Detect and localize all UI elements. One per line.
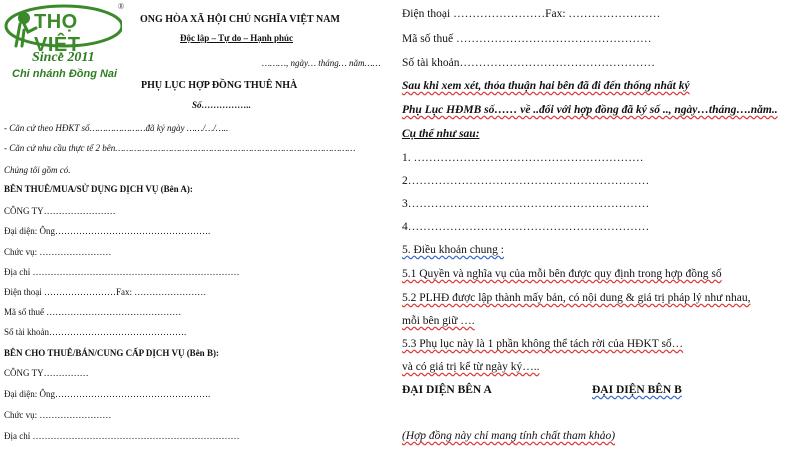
agreement-line-2	[402, 104, 778, 116]
signature-party-a: ĐẠI DIỆN BÊN A	[402, 384, 492, 396]
party-a-tax-code: Mã số thuế ………………………………………	[4, 307, 182, 317]
item-2: 2………………………………………………………	[402, 175, 650, 187]
date-line: ………, ngày… tháng… năm……	[262, 58, 381, 68]
term-5-3-line-1-text: 5.3 Phụ lục này là 1 phần không thể tách rời của HĐKT số…	[402, 338, 684, 350]
tho-viet-logo	[2, 2, 125, 84]
general-terms-text: 5. Điều khoản chung :	[402, 244, 504, 256]
reference-note	[402, 430, 615, 442]
party-a-address: Địa chỉ ……………………………………………………………	[4, 267, 240, 277]
term-5-2-line-1-text: 5.2 PLHĐ được lập thành mấy bản, có nội dung & giá trị pháp lý như nhau,	[402, 292, 751, 304]
logo-registered-mark: ®	[118, 2, 125, 11]
item-1: 1. ……………………………………………………	[402, 152, 644, 164]
agreement-line-1-text: Sau khi xem xét, thỏa thuận hai bên đã đi đến thống nhất ký	[402, 80, 690, 92]
basis-1: - Căn cứ theo HĐKT số…………………đã ký ngày ……/…/…..	[4, 123, 229, 133]
specific-heading: Cụ thể như sau:	[402, 128, 480, 140]
party-b-position: Chức vụ: ……………………	[4, 410, 112, 420]
left-document-page	[0, 0, 395, 450]
party-a-phone: Điện thoại ……………………Fax: ……………………	[4, 287, 207, 297]
term-5-2-line-1	[402, 292, 750, 304]
party-b-heading: BÊN CHO THUÊ/BÁN/CUNG CẤP DỊCH VỤ (Bên B):	[4, 348, 219, 358]
motto: Độc lập – Tự do – Hạnh phúc	[180, 33, 294, 43]
term-5-1	[402, 268, 722, 280]
term-5-3-line-1	[402, 338, 683, 350]
document-number: Số……………..	[192, 100, 252, 110]
party-a-position: Chức vụ: ……………………	[4, 247, 112, 257]
right-document-page	[395, 0, 800, 450]
agreement-line-2-text: Phụ Lục HĐMB số…… về ..đổi với hợp đồng đã ký số .., ngày…tháng….năm..	[402, 104, 778, 116]
signature-party-b	[592, 384, 682, 396]
item-4: 4………………………………………………………	[402, 221, 650, 233]
reference-note-text: (Hợp đồng này chỉ mang tính chất tham khảo)	[402, 430, 616, 442]
party-a-account: Số tài khoản……………………………………….	[4, 327, 187, 337]
term-5-2-line-2-text: mỗi bên giữ ….	[402, 315, 475, 327]
party-b-tax-code: Mã số thuế ……………………………………………	[402, 33, 652, 45]
party-a-representative: Đại diện: Ông…………………………………………….	[4, 226, 211, 236]
term-5-1-text: 5.1 Quyền và nghĩa vụ của mỗi bên được quy định trong hợp đồng số	[402, 268, 722, 280]
we-are: Chúng tôi gồm có.	[4, 165, 71, 175]
national-header: ONG HÒA XÃ HỘI CHỦ NGHĨA VIỆT NAM	[140, 14, 340, 25]
party-b-account: Số tài khoản……………………………………………	[402, 57, 655, 69]
agreement-line-1	[402, 80, 690, 92]
term-5-3-line-2-text: và có giá trị kể từ ngày ký…..	[402, 361, 540, 373]
logo-name: THỌ VIỆT	[34, 11, 81, 56]
term-5-2-line-2	[402, 315, 475, 327]
item-3: 3………………………………………………………	[402, 198, 650, 210]
general-terms	[402, 244, 504, 256]
party-b-address: Địa chỉ ……………………………………………………………	[4, 431, 240, 441]
party-b-phone: Điện thoại ……………………Fax: ……………………	[402, 8, 661, 20]
document-title: PHỤ LỤC HỢP ĐỒNG THUÊ NHÀ	[141, 80, 298, 91]
party-a-heading: BÊN THUÊ/MUA/SỬ DỤNG DỊCH VỤ (Bên A):	[4, 184, 193, 194]
party-b-company: CÔNG TY……………	[4, 368, 89, 378]
logo-since: Since 2011	[32, 50, 95, 65]
logo-branch: Chi nhánh Đồng Nai	[12, 68, 118, 80]
signature-party-b-text: ĐẠI DIỆN BÊN B	[592, 384, 682, 396]
basis-2: - Căn cứ nhu cầu thực tế 2 bên………………………………………………………………………………	[4, 143, 356, 153]
party-a-company: CÔNG TY……………………	[4, 206, 116, 216]
party-b-representative: Đại diện: Ông…………………………………………….	[4, 389, 211, 399]
term-5-3-line-2	[402, 361, 540, 373]
